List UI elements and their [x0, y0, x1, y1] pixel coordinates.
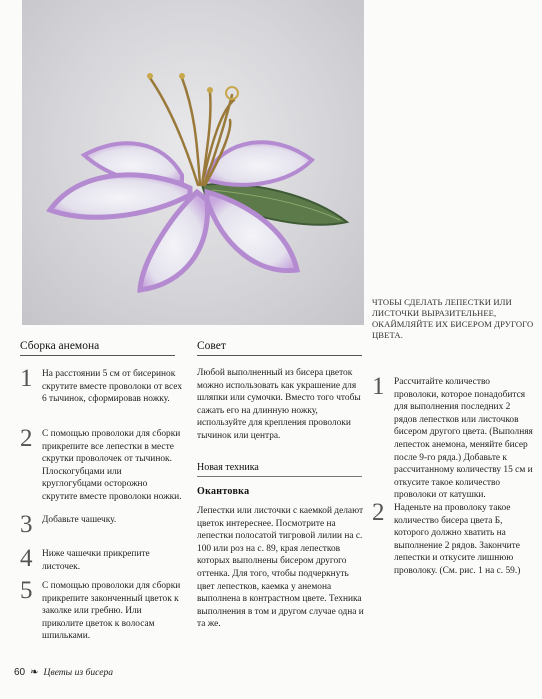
page-number: 60: [14, 667, 26, 678]
step-text: С помощью проволоки для сборки прикрепите все лепестки в месте скрутки проволочек от тычинок. Плоскогубцами или круглогубцами осторожно скрутите вместе проволоки ножки.: [42, 429, 182, 502]
assembly-step-5: [20, 577, 182, 643]
beaded-flower-image: [22, 0, 364, 325]
step-text: Добавьте чашечку.: [42, 515, 117, 525]
technique-subheading: Окантовка: [197, 486, 250, 497]
step-text: На расстоянии 5 см от бисеринок скрутите вместе проволоки от всех 6 тычинок, сформировав ножку.: [42, 369, 183, 405]
step-number: 3: [20, 511, 33, 538]
step-number: 1: [20, 365, 33, 392]
assembly-step-1: [20, 365, 183, 406]
step-text: С помощью проволоки для сборки прикрепите законченный цветок к заколке или гребню. Или приколите цветок к волосам шпильками.: [42, 581, 181, 642]
step-text: Рассчитайте количество проволоки, которое понадобится для выполнения последних 2 рядов лепестков или листочков бисером другого цвета. (Выполняя лепесток анемона, меняйте бисер после 9-го ряда.) Добавьте к рассчитанному количеству 15 см и откусите такое количество проволоки от катушки.: [394, 377, 533, 501]
assembly-step-3: [20, 511, 182, 538]
book-title: Цветы из бисера: [43, 667, 114, 678]
page-footer: [14, 667, 113, 678]
step-number: 2: [20, 425, 33, 452]
step-number: 1: [372, 373, 385, 400]
leaf-ornament-icon: ❧: [30, 667, 39, 678]
assembly-heading: Сборка анемона: [20, 340, 175, 356]
technique-heading: Новая техника: [197, 462, 362, 477]
technique-text: Лепестки или листочки с каемкой делают цветок интереснее. Посмотрите на лепестки полосатой тигровой лилии на с. 100 или роз на с. 89, края лепестков которых выполнены бисером другого оттенка. Для того, чтобы подчеркнуть цвет лепестков, каемка у анемона выполнена в контрастном цвете. Техника выполнения в том и другом случае одна и та же.: [197, 506, 364, 630]
step-number: 2: [372, 499, 385, 526]
photo-caption: ЧТОБЫ СДЕЛАТЬ ЛЕПЕСТКИ ИЛИ ЛИСТОЧКИ ВЫРАЗИТЕЛЬНЕЕ, ОКАЙМЛЯЙТЕ ИХ БИСЕРОМ ДРУГОГО ЦВЕТА.: [372, 297, 534, 340]
advice-heading: Совет: [197, 340, 362, 356]
step-text: Ниже чашечки прикрепите листочек.: [42, 549, 150, 572]
technique-step-2: [372, 499, 535, 578]
assembly-step-4: [20, 545, 182, 573]
step-text: Наденьте на проволоку такое количество бисера цвета Б, которого должно хватить на выполнение 2 рядов. Закончите лепестки и откусите лишнюю проволоку. (См. рис. 1 на с. 59.): [394, 503, 521, 576]
step-number: 4: [20, 545, 33, 572]
assembly-step-2: [20, 425, 182, 504]
flower-photo: [22, 0, 364, 325]
step-number: 5: [20, 577, 33, 604]
advice-text: Любой выполненный из бисера цветок можно использовать как украшение для шляпки или сумочки. Вместо того чтобы сажать его на длинную ножку, используйте для крепления проволоки тычинок или центра.: [197, 368, 361, 441]
technique-step-1: [372, 373, 535, 502]
